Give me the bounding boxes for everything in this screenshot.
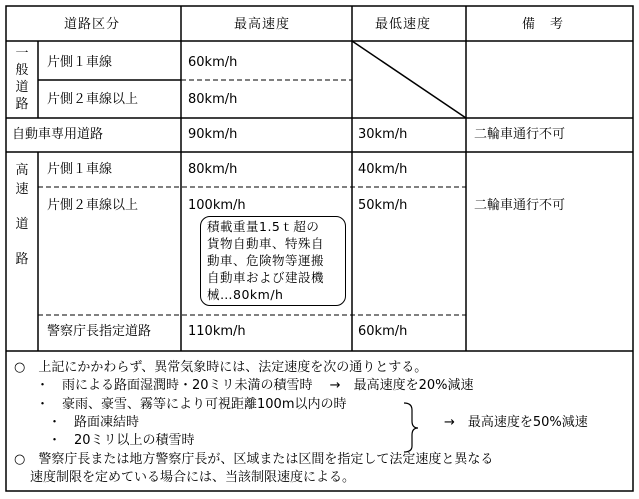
- header-category: 道路区分: [64, 17, 121, 32]
- notes-line-2: ・ 雨による路面湿潤時・20ミリ未満の積雪時 → 最高速度を20%減速: [36, 378, 474, 393]
- special-vehicle-note: [200, 216, 346, 306]
- note-line-4: 自動車および建設機: [207, 270, 325, 285]
- express-remark: 二輪車通行不可: [474, 198, 566, 213]
- notes-brace: [404, 403, 418, 452]
- express-row2-max: 100km/h: [188, 198, 246, 213]
- notes-line-5: ・ 20ミリ以上の積雪時: [48, 433, 195, 448]
- header-remarks: 備 考: [522, 17, 565, 32]
- express-row1-max: 80km/h: [188, 162, 238, 177]
- note-line-2: 貨物自動車、特殊自: [207, 236, 325, 251]
- note-line-3: 動車、危険物等運搬: [207, 253, 325, 268]
- express-row3-max: 110km/h: [188, 324, 246, 339]
- general-row2-max: 80km/h: [188, 92, 238, 107]
- motorway-max: 90km/h: [188, 127, 238, 142]
- note-line-5: 械…80km/h: [207, 287, 284, 302]
- note-line-1: 積載重量1.5ｔ超の: [207, 219, 320, 234]
- express-row3-min: 60km/h: [358, 324, 408, 339]
- header-min-speed: 最低速度: [375, 17, 432, 32]
- expressway-char-4: 路: [15, 252, 29, 267]
- express-row1-lanes: 片側１車線: [47, 162, 113, 177]
- general-road-char-4: 路: [15, 97, 29, 112]
- motorway-remark: 二輪車通行不可: [474, 127, 566, 142]
- general-row1-lanes: 片側１車線: [47, 55, 113, 70]
- notes-line-6: ○ 警察庁長または地方警察庁長が、区域または区間を指定して法定速度と異なる: [14, 452, 494, 467]
- expressway-char-1: 高: [15, 163, 29, 178]
- header-max-speed: 最高速度: [234, 17, 291, 32]
- express-row3-lanes: 警察庁長指定道路: [47, 324, 152, 339]
- notes-line-7: 速度制限を定めている場合には、当該制限速度による。: [30, 470, 356, 485]
- expressway-char-2: 速: [15, 182, 29, 197]
- motorway-label: 自動車専用道路: [12, 127, 104, 142]
- general-road-char-2: 般: [15, 63, 29, 78]
- notes-line-1: ○ 上記にかかわらず、異常気象時には、法定速度を次の通りとする。: [14, 360, 428, 375]
- express-row1-min: 40km/h: [358, 162, 408, 177]
- empty-cell-diagonal: [352, 41, 466, 118]
- notes-line-4: ・ 路面凍結時: [48, 415, 140, 430]
- notes-result: → 最高速度を50%減速: [444, 415, 588, 430]
- general-road-char-1: 一: [15, 46, 29, 61]
- notes-line-3: ・ 豪雨、豪雪、霧等により可視距離100m以内の時: [36, 397, 347, 412]
- expressway-char-3: 道: [15, 217, 29, 232]
- motorway-min: 30km/h: [358, 127, 408, 142]
- general-row1-max: 60km/h: [188, 55, 238, 70]
- general-row2-lanes: 片側２車線以上: [47, 92, 139, 107]
- express-row2-lanes: 片側２車線以上: [47, 198, 139, 213]
- general-road-char-3: 道: [15, 80, 29, 95]
- express-row2-min: 50km/h: [358, 198, 408, 213]
